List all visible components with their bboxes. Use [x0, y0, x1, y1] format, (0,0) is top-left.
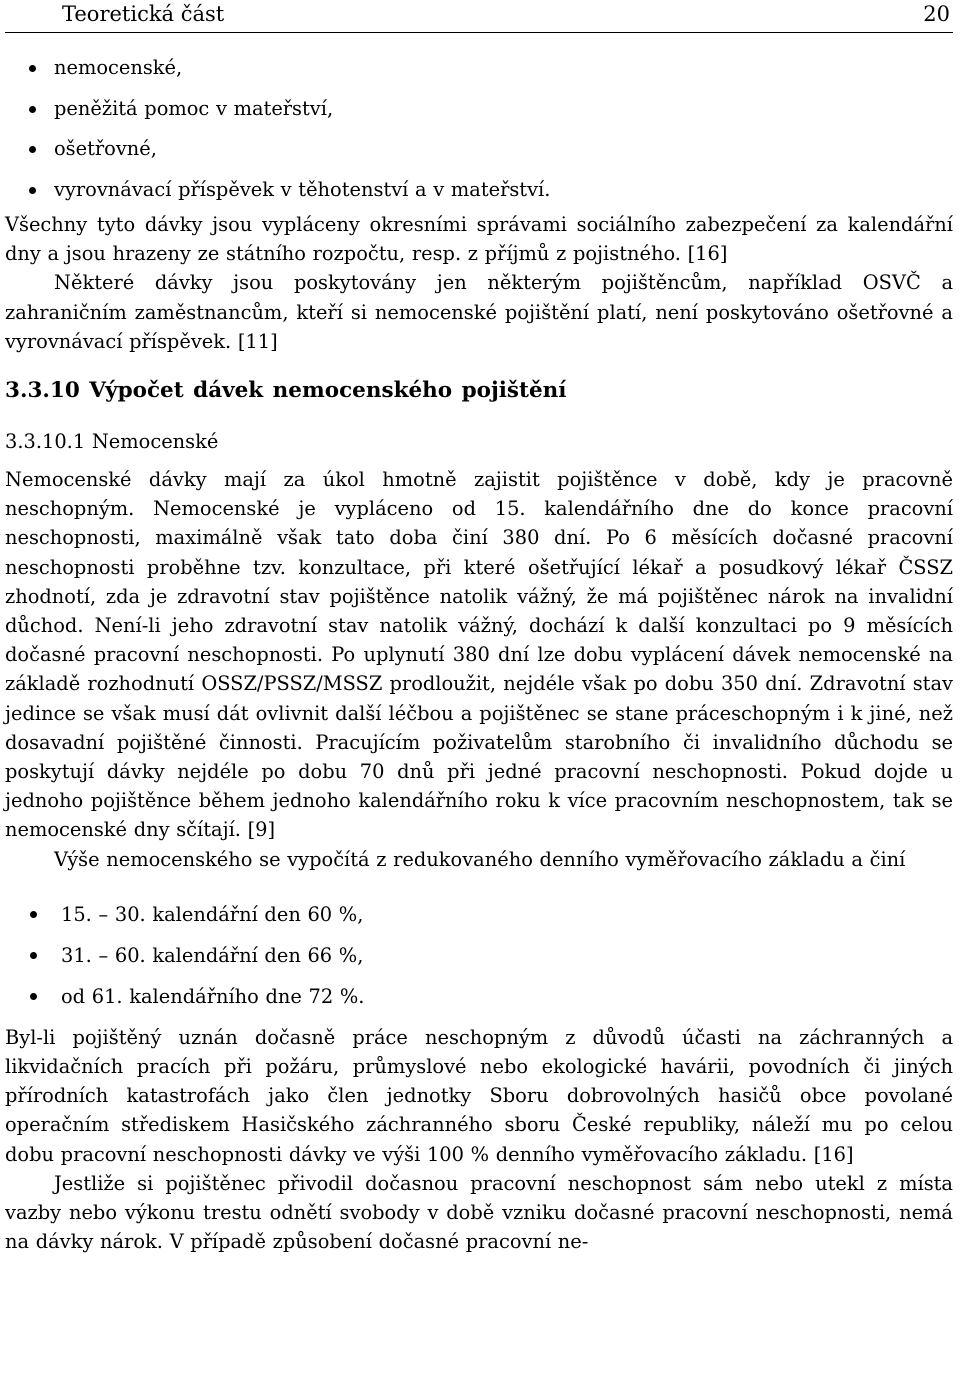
list-item: od 61. kalendářního dne 72 %.	[5, 976, 953, 1017]
list-item: 31. – 60. kalendářní den 66 %,	[5, 935, 953, 976]
page-content	[5, 48, 953, 1256]
header-title: Teoretická část	[62, 2, 225, 26]
page-number: 20	[923, 2, 950, 26]
paragraph: Výše nemocenského se vypočítá z redukovaného denního vyměřovacího základu a činí	[54, 847, 906, 871]
list-item: 15. – 30. kalendářní den 60 %,	[5, 894, 953, 935]
subsection-heading: 3.3.10.1 Nemocenské	[5, 430, 219, 454]
list-item: vyrovnávací příspěvek v těhotenství a v mateřství.	[5, 170, 953, 211]
rates-list	[5, 894, 953, 1017]
running-header	[5, 0, 953, 33]
paragraph: Jestliže si pojištěnec přivodil dočasnou pracovní neschopnost sám nebo utekl z místa vazby nebo výkonu trestu odnětí svobody v době vzniku dočasné pracovní neschopnosti, nemá na dávky nárok. V případě způsobení dočasné pracovní ne-	[5, 1171, 953, 1254]
paragraph: Všechny tyto dávky jsou vypláceny okresními správami sociálního zabezpečení za kalendářní dny a jsou hrazeny ze státního rozpočtu, resp. z příjmů z pojistného. [16]	[5, 213, 953, 266]
list-item: ošetřovné,	[5, 129, 953, 170]
list-item: nemocenské,	[5, 48, 953, 89]
document-page	[5, 0, 953, 1256]
paragraph: Nemocenské dávky mají za úkol hmotně zajistit pojištěnce v době, kdy je pracovně neschopným. Nemocenské je vypláceno od 15. kalendářního dne do konce pracovní neschopnosti, maximálně však tato doba činí 380 dní. Po 6 měsících dočasné pracovní neschopnosti proběhne tzv. konzultace, při které ošetřující lékař a posudkový lékař ČSSZ zhodnotí, zda je zdravotní stav pojištěnce natolik vážný, že má pojištěnec nárok na invalidní důchod. Není-li jeho zdravotní stav natolik vážný, dochází k další konzultaci po 9 měsících dočasné pracovní neschopnosti. Po uplynutí 380 dní lze dobu vyplácení dávek nemocenské na základě rozhodnutí OSSZ/PSSZ/MSSZ prodloužit, nejdéle však po dobu 350 dní. Zdravotní stav jedince se však musí dát ovlivnit další léčbou a pojištěnec se stane práceschopným i k jiné, než dosavadní pojištěné činnosti. Pracujícím poživatelům starobního či invalidního důchodu se poskytují dávky nejdéle po dobu 70 dnů při jedné pracovní neschopnosti. Pokud dojde u jednoho pojištěnce během jednoho kalendářního roku k více pracovním neschopnostem, tak se nemocenské dny sčítají. [9]	[5, 468, 953, 842]
list-item: peněžitá pomoc v mateřství,	[5, 89, 953, 130]
benefits-list	[5, 48, 953, 210]
section-heading: 3.3.10 Výpočet dávek nemocenského pojištění	[5, 378, 567, 404]
paragraph: Některé dávky jsou poskytovány jen některým pojištěncům, například OSVČ a zahraničním zaměstnancům, kteří si nemocenské pojištění platí, není poskytováno ošetřovné a vyrovnávací příspěvek. [11]	[5, 271, 953, 353]
paragraph: Byl-li pojištěný uznán dočasně práce neschopným z důvodů účasti na záchranných a likvidačních pracích při požáru, průmyslové nebo ekologické havárii, povodních či jiných přírodních katastrofách jako člen jednotky Sboru dobrovolných hasičů obce povolané operačním střediskem Hasičského záchranného sboru České republiky, náleží mu po celou dobu pracovní neschopnosti dávky ve výši 100 % denního vyměřovacího základu. [16]	[5, 1025, 953, 1166]
